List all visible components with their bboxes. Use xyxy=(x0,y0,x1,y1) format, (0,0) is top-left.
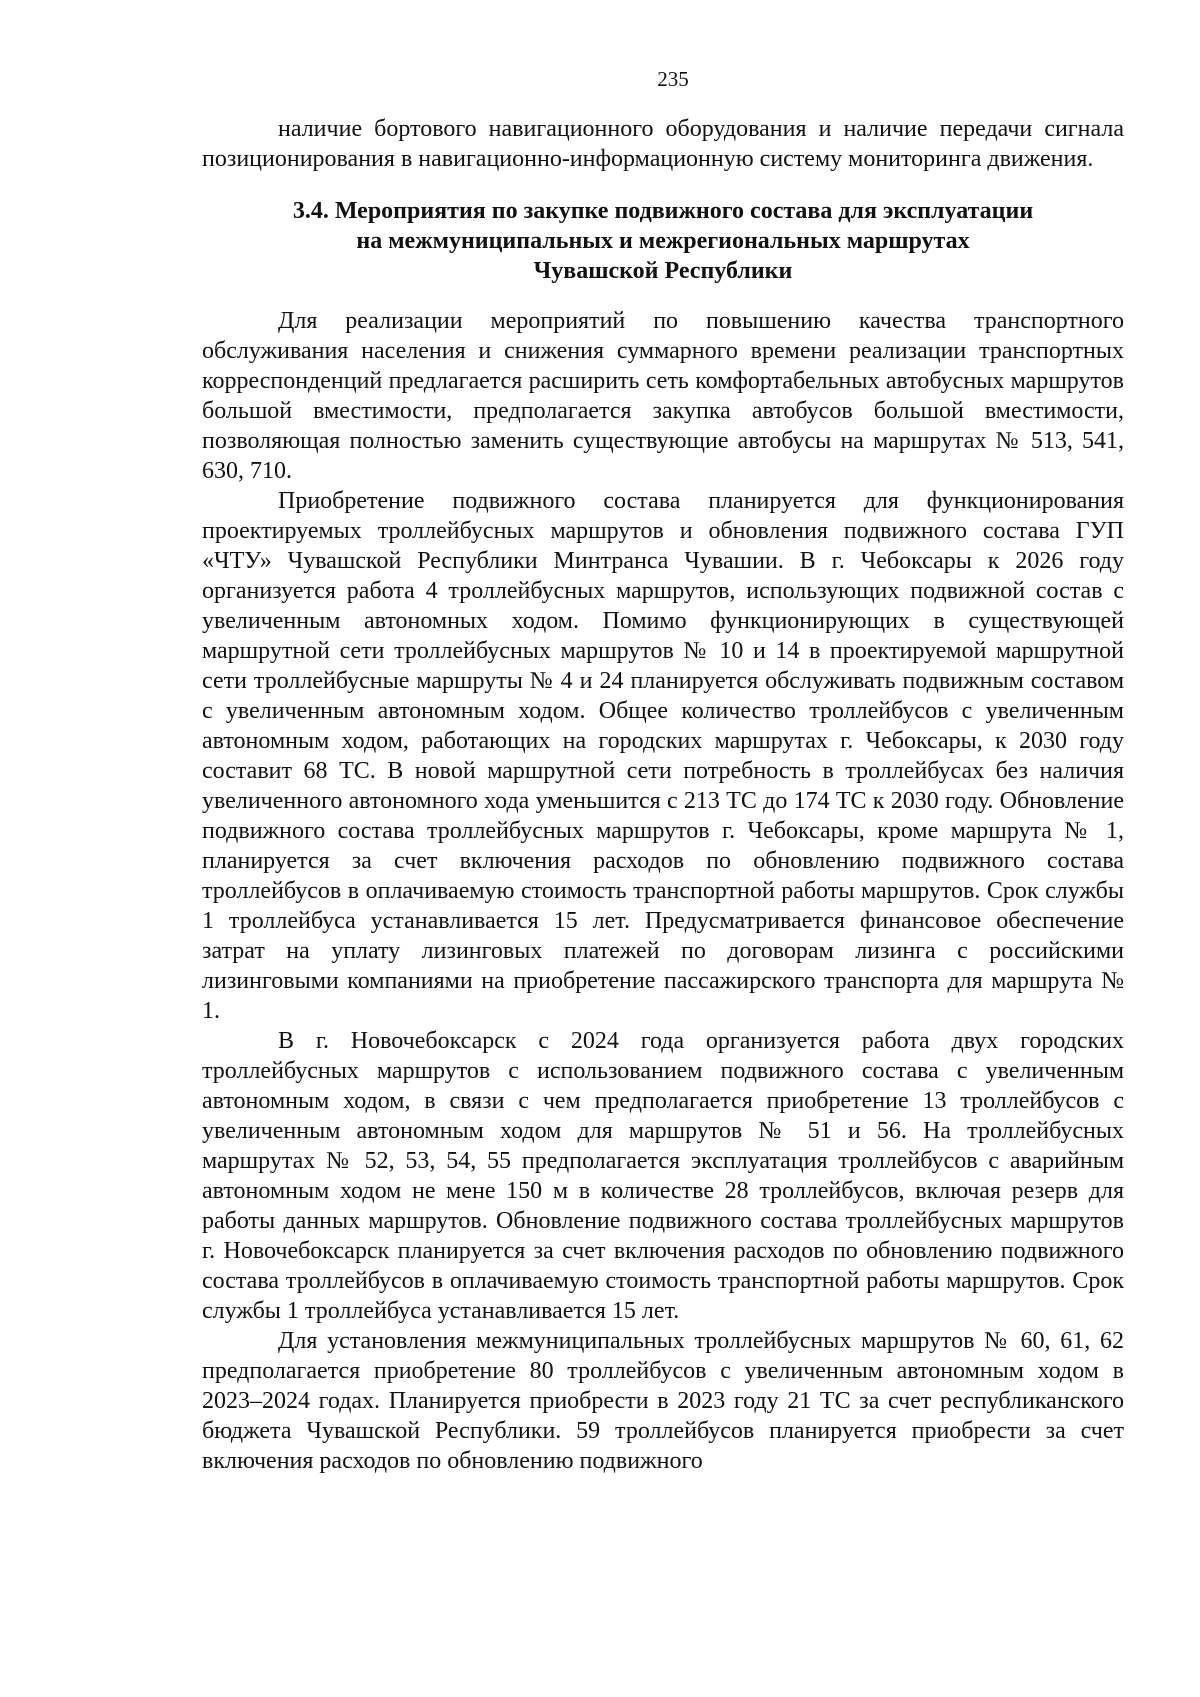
body-paragraph: Приобретение подвижного состава планируется для функционирования проектируемых троллейбусных маршрутов и обновления подвижного состава ГУП «ЧТУ» Чувашской Республики Минтранса Чувашии. В г. Чебоксары к 2026 году организуется работа 4 троллейбусных маршрутов, использующих подвижной состав с увеличенным автономных ходом. Помимо функционирующих в существующей маршрутной сети троллейбусных маршрутов № 10 и 14 в проектируемой маршрутной сети троллейбусные маршруты № 4 и 24 планируется обслуживать подвижным составом с увеличенным автономным ходом. Общее количество троллейбусов с увеличенным автономным ходом, работающих на городских маршрутах г. Чебоксары, к 2030 году составит 68 ТС. В новой маршрутной сети потребность в троллейбусах без наличия увеличенного автономного хода уменьшится с 213 ТС до 174 ТС к 2030 году. Обновление подвижного состава троллейбусных маршрутов г. Чебоксары, кроме маршрута № 1, планируется за счет включения расходов по обновлению подвижного состава троллейбусов в оплачиваемую стоимость транспортной работы маршрутов. Срок службы 1 троллейбуса устанавливается 15 лет. Предусматривается финансовое обеспечение затрат на уплату лизинговых платежей по договорам лизинга с российскими лизинговыми компаниями на приобретение пассажирского транспорта для маршрута № 1. xyxy=(202,488,1124,1024)
section-heading xyxy=(202,196,1124,286)
section-heading-line: Чувашской Республики xyxy=(533,258,793,284)
intro-paragraph: наличие бортового навигационного оборудования и наличие передачи сигнала позиционирования в навигационно-информационную систему мониторинга движения. xyxy=(202,116,1124,172)
document-page xyxy=(202,66,1124,1476)
body-paragraph: Для установления межмуниципальных троллейбусных маршрутов № 60, 61, 62 предполагается приобретение 80 троллейбусов с увеличенным автономным ходом в 2023–2024 годах. Планируется приобрести в 2023 году 21 ТС за счет республиканского бюджета Чувашской Республики. 59 троллейбусов планируется приобрести за счет включения расходов по обновлению подвижного xyxy=(202,1328,1124,1474)
section-heading-line: 3.4. Мероприятия по закупке подвижного состава для эксплуатации xyxy=(292,198,1034,224)
body-paragraph: Для реализации мероприятий по повышению качества транспортного обслуживания населения и снижения суммарного времени реализации транспортных корреспонденций предлагается расширить сеть комфортабельных автобусных маршрутов большой вместимости, предполагается закупка автобусов большой вместимости, позволяющая полностью заменить существующие автобусы на маршрутах № 513, 541, 630, 710. xyxy=(202,308,1124,484)
page-number: 235 xyxy=(657,67,689,91)
section-heading-line: на межмуниципальных и межрегиональных маршрутах xyxy=(356,228,970,254)
body-paragraph: В г. Новочебоксарск с 2024 года организуется работа двух городских троллейбусных маршрутов с использованием подвижного состава с увеличенным автономным ходом, в связи с чем предполагается приобретение 13 троллейбусов с увеличенным автономным ходом для маршрутов № 51 и 56. На троллейбусных маршрутах № 52, 53, 54, 55 предполагается эксплуатация троллейбусов с аварийным автономным ходом не мене 150 м в количестве 28 троллейбусов, включая резерв для работы данных маршрутов. Обновление подвижного состава троллейбусных маршрутов г. Новочебоксарск планируется за счет включения расходов по обновлению подвижного состава троллейбусов в оплачиваемую стоимость транспортной работы маршрутов. Срок службы 1 троллейбуса устанавливается 15 лет. xyxy=(202,1028,1124,1324)
